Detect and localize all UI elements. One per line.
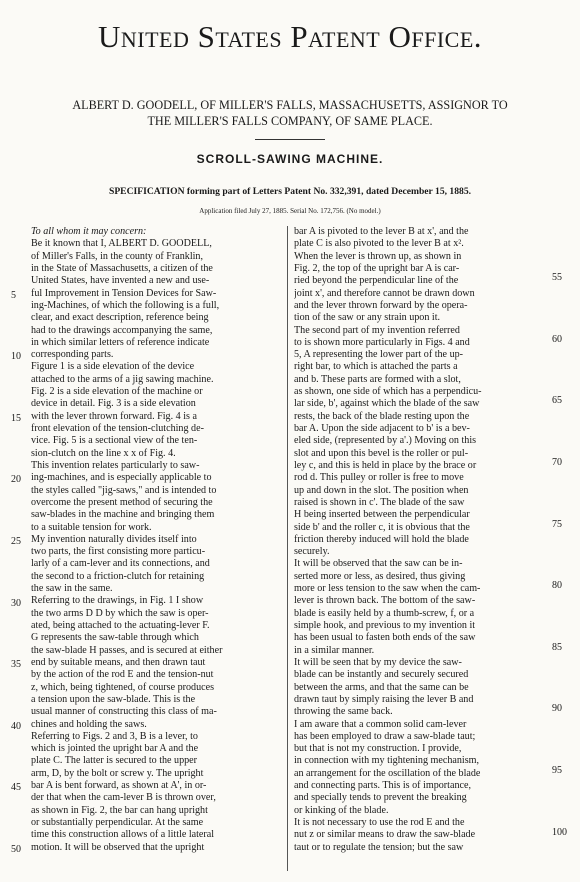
text-line: sion-clutch on the line x x of Fig. 4.	[31, 447, 176, 459]
text-line: a tension upon the saw-blade. This is the	[31, 693, 196, 705]
text-line: ated, being attached to the actuating-lever F.	[31, 620, 210, 631]
text-line: serted more or less, as desired, thus giving	[294, 570, 466, 582]
text-line: the styles called "jig-saws," and is intended to	[31, 484, 217, 496]
text-line: It will be observed that the saw can be in-	[294, 558, 463, 570]
text-line: H being inserted between the perpendicular	[294, 509, 470, 521]
line-number: 30	[11, 597, 21, 609]
text-line: plate C. The latter is secured to the upper	[31, 755, 198, 767]
text-line: clear, and exact description, reference being	[31, 312, 209, 324]
text-line: arm, D, by the bolt or screw y. The upright	[31, 767, 204, 779]
text-line: to is shown more particularly in Figs. 4 and	[294, 336, 470, 348]
text-line: United States, have invented a new and use-	[31, 275, 210, 287]
text-line: G represents the saw-table through which	[31, 632, 199, 644]
line-number: 60	[552, 333, 562, 345]
text-line: slot and upon this bevel is the roller or pul-	[294, 447, 469, 459]
text-line: the two arms D D by which the saw is oper-	[31, 607, 209, 619]
text-line: eled side, (represented by a'.) Moving on this	[294, 435, 477, 447]
text-line: blade is easily held by a thumb-screw, f, or a	[294, 607, 475, 619]
patent-office-title: United States Patent Office.	[97, 19, 483, 54]
text-line: Figure 1 is a side elevation of the device	[31, 361, 195, 373]
text-line: chines and holding the saws.	[31, 718, 147, 730]
text-line: in a similar manner.	[294, 644, 375, 656]
text-line: the saw in the same.	[31, 583, 113, 595]
text-line: and the lever thrown forward by the opera-	[294, 299, 468, 311]
line-number: 40	[11, 720, 21, 732]
text-line: or substantially perpendicular. At the same	[31, 817, 204, 828]
text-line: The second part of my invention referred	[294, 324, 460, 336]
text-line: the saw-blade H passes, and is secured at either	[31, 644, 223, 656]
text-line: drawn taut by simply raising the lever B and	[294, 693, 474, 705]
text-line: Fig. 2, the top of the upright bar A is car-	[294, 262, 460, 274]
text-line: joint x', and therefore cannot be drawn down	[294, 287, 475, 299]
text-line: tion of the saw or any strain upon it.	[294, 312, 441, 324]
line-number: 80	[552, 580, 562, 592]
text-line: motion. It will be observed that the upright	[31, 841, 205, 853]
text-line: taut or to regulate the tension; but the saw	[294, 841, 464, 853]
text-line: has been usual to fasten both ends of the saw	[294, 632, 476, 644]
text-line: as shown, one side of which has a perpendicu-	[294, 386, 482, 398]
text-line: To all whom it may concern:	[31, 226, 147, 237]
text-line: I am aware that a common solid cam-lever	[294, 718, 467, 730]
text-line: securely.	[294, 546, 330, 558]
line-number: 90	[552, 703, 562, 715]
line-number: 25	[11, 536, 21, 547]
line-number: 85	[552, 641, 562, 653]
text-line: der that when the cam-lever B is thrown over,	[31, 792, 216, 804]
text-line: throwing the same back.	[294, 706, 393, 718]
text-line: attached to the arms of a jig sawing machine.	[31, 373, 214, 385]
line-number: 55	[552, 272, 562, 284]
text-line: My invention naturally divides itself into	[31, 533, 197, 545]
header-rule	[255, 139, 325, 140]
line-number: 10	[11, 351, 21, 363]
assignor-statement	[24, 97, 556, 129]
text-line: in connection with my tightening mechanism,	[294, 755, 480, 767]
text-line: friction thereby induced will hold the blade	[294, 533, 469, 545]
text-line: It will be seen that by my device the saw-	[294, 656, 462, 668]
text-line: Referring to the drawings, in Fig. 1 I show	[31, 595, 204, 607]
text-line: It is not necessary to use the rod E and the	[294, 817, 465, 828]
line-number: 5	[11, 289, 16, 301]
text-line: plate C is also pivoted to the lever B at x².	[294, 238, 464, 250]
text-line: lar side, b', against which the blade of the saw	[294, 398, 480, 410]
right-text-column	[294, 226, 542, 854]
text-line: When the lever is thrown up, as shown in	[294, 250, 462, 262]
text-line: more or less tension to the saw when the cam-	[294, 583, 481, 595]
text-line: ing-machines, and is especially applicable to	[31, 472, 212, 484]
line-number: 65	[552, 395, 562, 407]
application-line: Application filed July 27, 1885. Serial No. 172,756. (No model.)	[199, 207, 381, 215]
text-line: usual manner of constructing this class of ma-	[31, 706, 217, 718]
text-line: simple hook, and previous to my invention it	[294, 620, 476, 631]
text-line: raised is shown in c'. The blade of the saw	[294, 496, 465, 508]
invention-title: SCROLL-SAWING MACHINE.	[196, 152, 384, 166]
left-text-column	[31, 226, 279, 854]
text-line: right bar, to which is attached the parts a	[294, 361, 458, 373]
text-line: lever is thrown back. The bottom of the saw-	[294, 595, 476, 607]
text-line: vice. Fig. 5 is a sectional view of the ten-	[31, 435, 198, 447]
text-line: blade can be instantly and securely secured	[294, 669, 469, 681]
text-line: but that is not my construction. I provide,	[294, 743, 462, 755]
line-number: 75	[552, 518, 562, 530]
text-line: in which similar letters of reference indicate	[31, 336, 210, 348]
text-line: with the lever thrown forward. Fig. 4 is a	[31, 410, 197, 422]
text-line: Fig. 2 is a side elevation of the machine or	[31, 386, 203, 398]
text-line: end by suitable means, and then drawn taut	[31, 656, 206, 668]
text-line: Referring to Figs. 2 and 3, B is a lever, to	[31, 730, 198, 742]
line-number: 50	[11, 844, 21, 855]
text-line: device in detail. Fig. 3 is a side elevation	[31, 398, 196, 410]
line-number: 100	[552, 826, 567, 838]
text-line: overcome the present method of securing the	[31, 496, 213, 508]
text-line: larly of a cam-lever and its connections, and	[31, 558, 210, 570]
text-line: bar A. Upon the side adjacent to b' is a bev-	[294, 423, 470, 434]
text-line: z, which, being tightened, of course produces	[31, 681, 215, 693]
line-number: 70	[552, 457, 562, 469]
text-line: and connecting parts. This is of importance,	[294, 780, 471, 792]
text-line: corresponding parts.	[31, 349, 114, 361]
text-line: front elevation of the tension-clutching de-	[31, 423, 204, 434]
text-line: bar A is bent forward, as shown at A', in or-	[31, 780, 207, 792]
line-number: 45	[11, 782, 21, 794]
line-number: 95	[552, 765, 562, 777]
line-number: 20	[11, 474, 21, 486]
text-line: time this construction allows of a little lateral	[31, 829, 215, 841]
text-line: an arrangement for the oscillation of the blade	[294, 767, 481, 779]
text-line: which is jointed the upright bar A and the	[31, 743, 199, 755]
text-line: ful Improvement in Tension Devices for Saw-	[31, 287, 217, 299]
text-line: bar A is pivoted to the lever B at x', and the	[294, 226, 469, 237]
text-line: ley c, and this is held in place by the brace or	[294, 459, 477, 471]
line-number: 35	[11, 659, 21, 671]
text-line: to a suitable tension for work.	[31, 521, 152, 533]
text-line: saw-blades in the machine and bringing them	[31, 509, 215, 521]
text-line: between the arms, and that the same can be	[294, 681, 469, 693]
text-line: nut z or similar means to draw the saw-blade	[294, 829, 476, 841]
text-line: up and down in the slot. The position when	[294, 484, 469, 496]
text-line: side b' and the roller c, it is obvious that the	[294, 521, 470, 533]
text-line: ried beyond the perpendicular line of the	[294, 275, 459, 287]
text-line: as shown in Fig. 2, the bar can hang upright	[31, 804, 208, 816]
text-line: by the action of the rod E and the tension-nut	[31, 669, 214, 681]
text-line: rod d. This pulley or roller is free to move	[294, 472, 464, 484]
text-line: the second to a friction-clutch for retaining	[31, 570, 205, 582]
line-number: 15	[11, 412, 21, 424]
text-line: had to the drawings accompanying the same,	[31, 324, 213, 336]
text-line: in the State of Massachusetts, a citizen of the	[31, 262, 213, 274]
text-line: has been employed to draw a saw-blade taut;	[294, 730, 476, 742]
text-line: 5, A representing the lower part of the up-	[294, 349, 464, 361]
text-line: of Miller's Falls, in the county of Franklin,	[31, 250, 203, 262]
assignor-line-1: ALBERT D. GOODELL, OF MILLER'S FALLS, MASSACHUSETTS, ASSIGNOR TO	[72, 98, 508, 112]
text-line: ing-Machines, of which the following is a full,	[31, 299, 220, 311]
specification-line: SPECIFICATION forming part of Letters Patent No. 332,391, dated December 15, 1885.	[108, 186, 472, 197]
text-line: This invention relates particularly to saw-	[31, 459, 200, 471]
text-line: Be it known that I, ALBERT D. GOODELL,	[31, 238, 212, 250]
assignor-line-2: THE MILLER'S FALLS COMPANY, OF SAME PLACE.	[147, 114, 433, 128]
text-line: two parts, the first consisting more particu-	[31, 546, 206, 558]
column-divider	[287, 226, 288, 871]
text-line: rests, the back of the blade resting upon the	[294, 410, 470, 422]
text-line: and b. These parts are formed with a slot,	[294, 373, 461, 385]
text-line: or kinking of the blade.	[294, 804, 389, 816]
text-line: and specially tends to prevent the breaking	[294, 792, 467, 804]
